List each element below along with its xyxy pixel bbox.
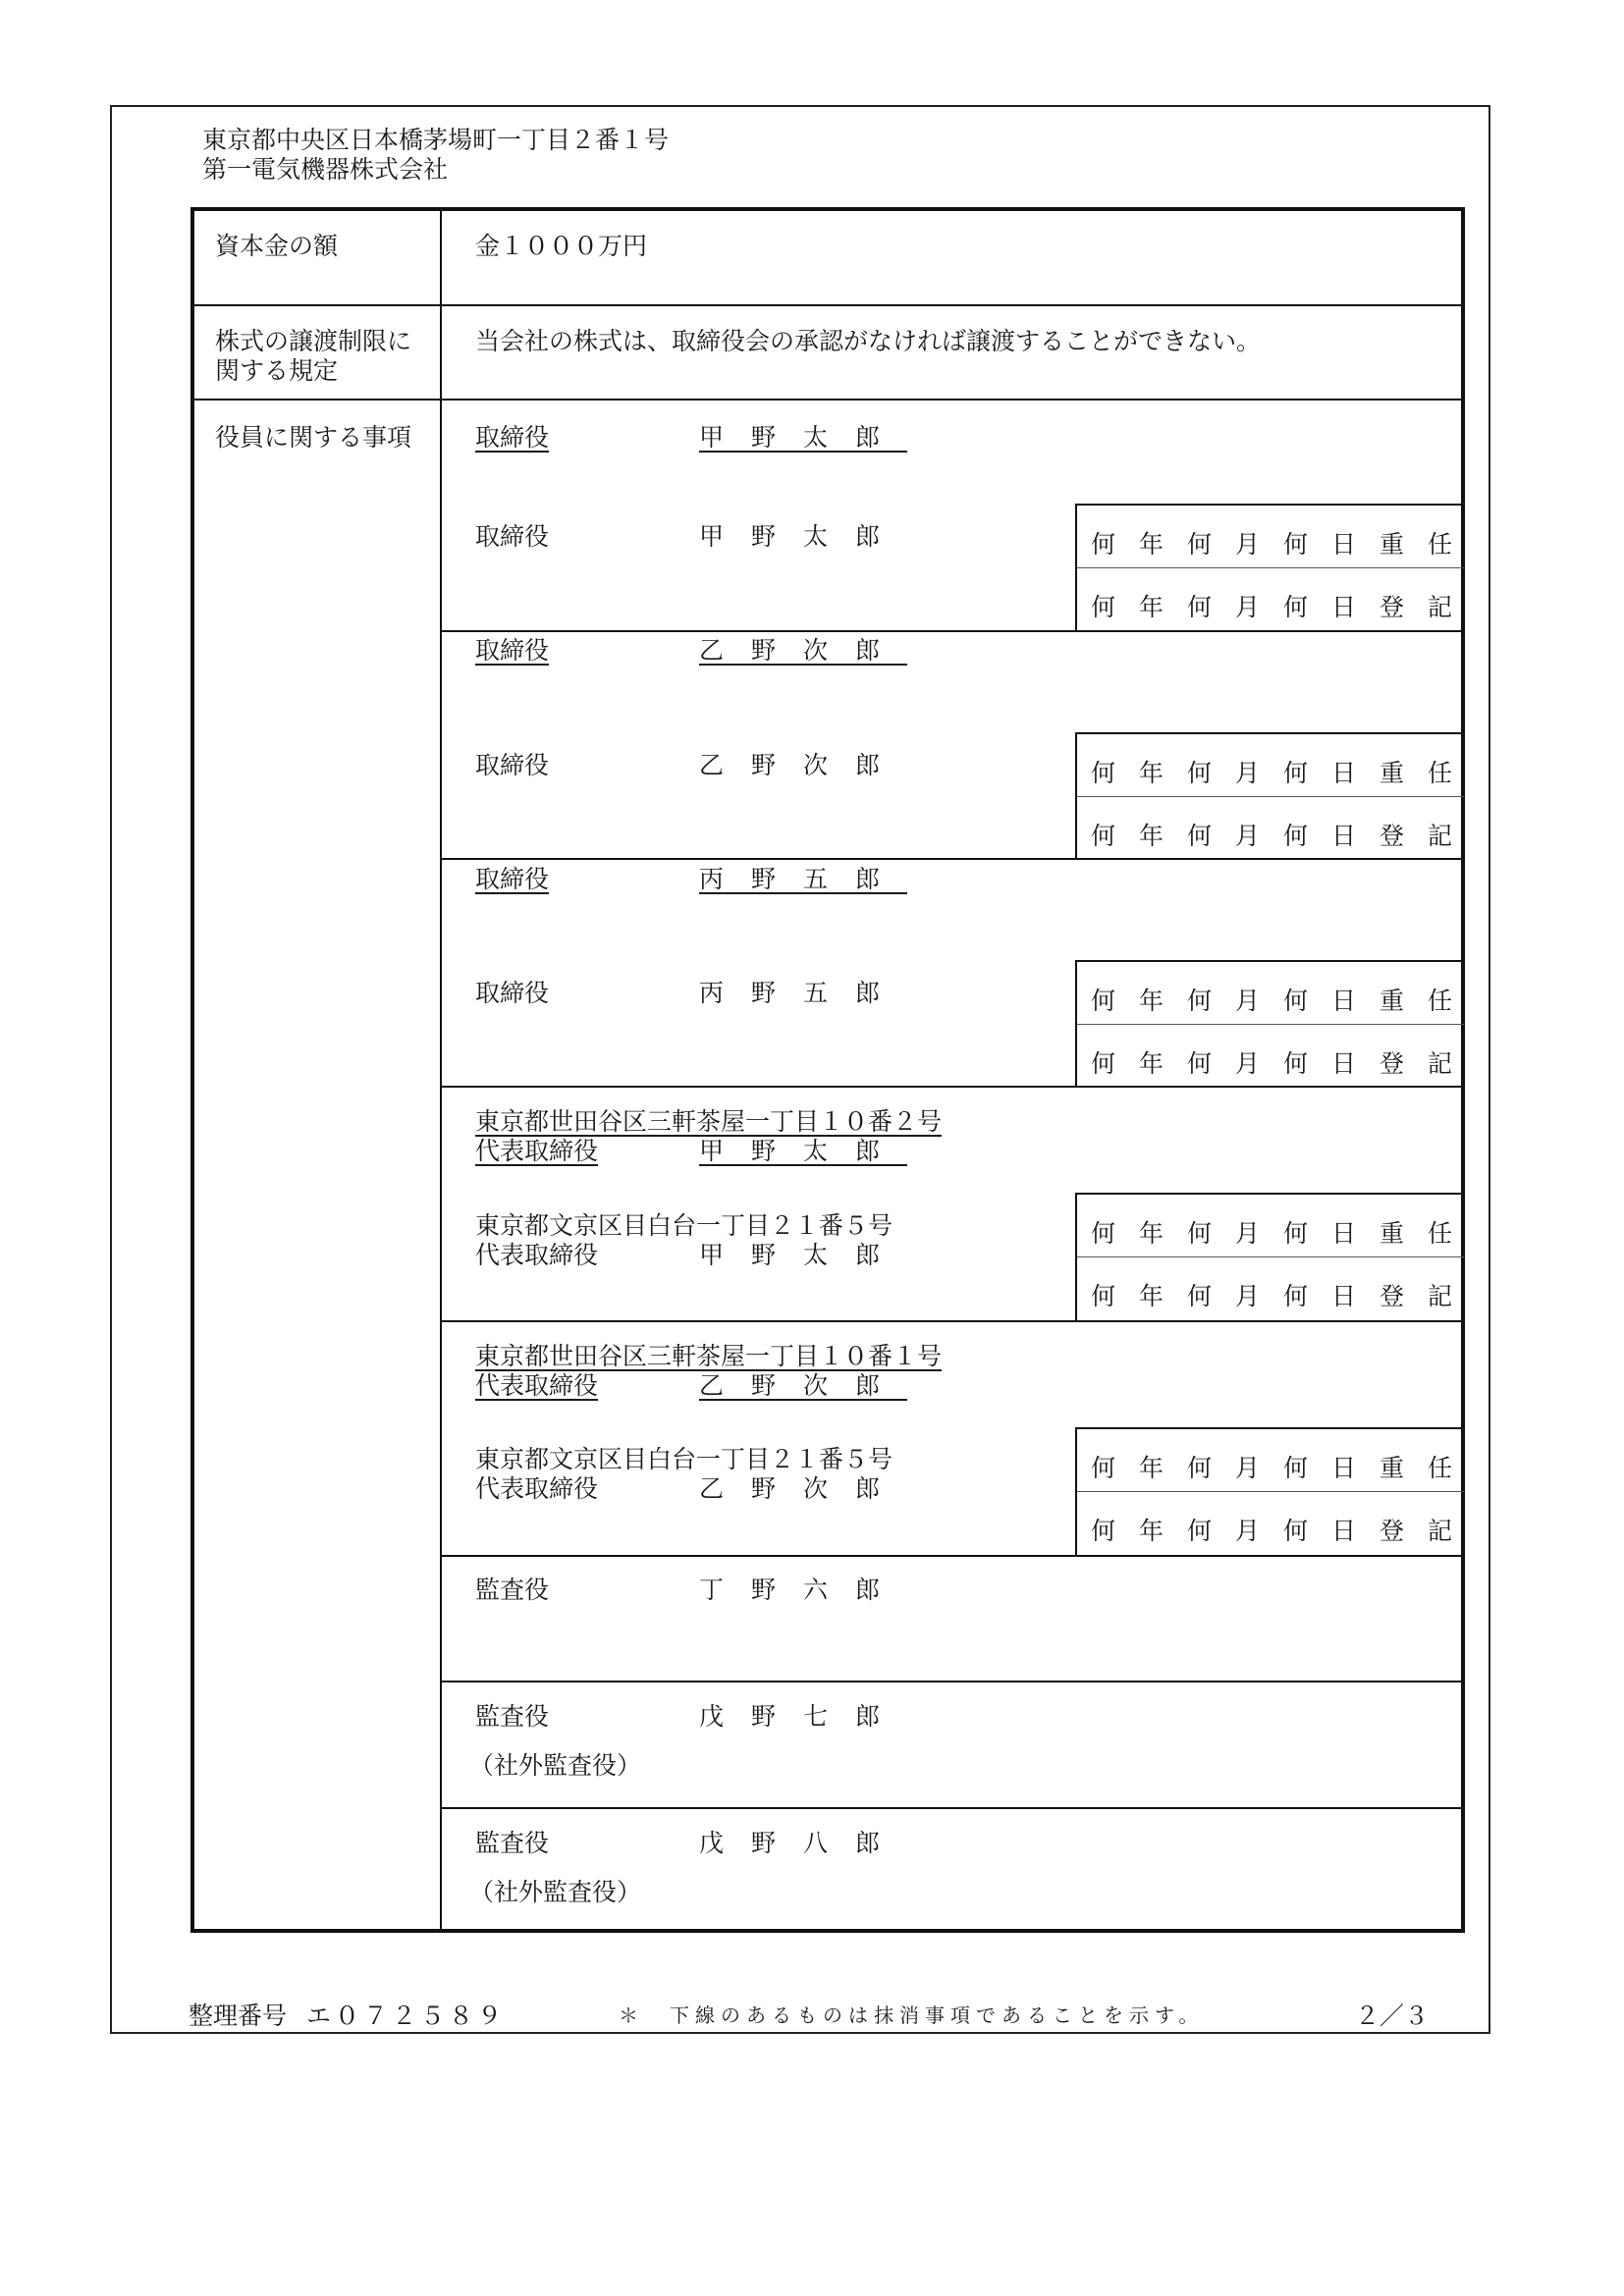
rep-1-old-title: 代表取締役 xyxy=(475,1137,599,1165)
director-1-old-name: 甲野太郎 xyxy=(699,423,908,452)
registered-date: 何年何月何日登記 xyxy=(1091,1517,1477,1545)
reference-label: 整理番号 xyxy=(189,2002,288,2030)
reappointed-date: 何年何月何日重任 xyxy=(1091,1454,1477,1482)
transfer-label-line1: 株式の譲渡制限に xyxy=(215,327,412,355)
rep-1-old-name: 甲野太郎 xyxy=(699,1137,908,1165)
registration-box xyxy=(1075,960,1477,1088)
rep-1-new-title: 代表取締役 xyxy=(475,1241,599,1269)
reappointed-date: 何年何月何日重任 xyxy=(1091,759,1477,787)
director-1-new-title: 取締役 xyxy=(475,522,550,551)
registered-date: 何年何月何日登記 xyxy=(1091,1049,1477,1078)
capital-label: 資本金の額 xyxy=(215,232,339,260)
auditor-3-name: 戊野八郎 xyxy=(699,1829,908,1857)
reappointed-date: 何年何月何日重任 xyxy=(1091,530,1477,559)
rep-2-new-title: 代表取締役 xyxy=(475,1474,599,1503)
reappointed-date: 何年何月何日重任 xyxy=(1091,1219,1477,1248)
column-divider xyxy=(440,209,442,1931)
transfer-label-line2: 関する規定 xyxy=(215,356,339,385)
row-divider xyxy=(192,399,1463,400)
registered-date: 何年何月何日登記 xyxy=(1091,593,1477,621)
registration-box xyxy=(1075,504,1477,631)
director-2-new-title: 取締役 xyxy=(475,751,550,779)
footer-note: ＊ 下線のあるものは抹消事項であることを示す。 xyxy=(619,2003,1205,2027)
director-2-new-name: 乙野次郎 xyxy=(699,751,908,779)
registered-date: 何年何月何日登記 xyxy=(1091,1282,1477,1310)
officers-label: 役員に関する事項 xyxy=(215,423,412,452)
auditor-1-title: 監査役 xyxy=(475,1575,550,1604)
auditor-1-name: 丁野六郎 xyxy=(699,1575,908,1604)
director-2-old-title: 取締役 xyxy=(475,636,550,665)
registration-box xyxy=(1075,732,1477,860)
rep-1-new-address: 東京都文京区目白台一丁目２１番５号 xyxy=(475,1211,893,1240)
rep-2-new-address: 東京都文京区目白台一丁目２１番５号 xyxy=(475,1445,893,1473)
reference-number: エ０７２５８９ xyxy=(306,2002,507,2030)
registration-box xyxy=(1075,1193,1477,1320)
row-divider xyxy=(440,1320,1463,1322)
rep-2-old-address: 東京都世田谷区三軒茶屋一丁目１０番１号 xyxy=(475,1342,943,1370)
transfer-value: 当会社の株式は、取締役会の承認がなければ譲渡することができない。 xyxy=(475,327,1262,355)
rep-2-old-title: 代表取締役 xyxy=(475,1371,599,1400)
row-divider xyxy=(192,304,1463,306)
director-1-old-title: 取締役 xyxy=(475,423,550,452)
auditor-3-note: （社外監査役） xyxy=(469,1878,642,1906)
auditor-2-title: 監査役 xyxy=(475,1702,550,1731)
director-3-old-name: 丙野五郎 xyxy=(699,865,908,893)
company-address: 東京都中央区日本橋茅場町一丁目２番１号 xyxy=(202,126,670,154)
page-number: ２／３ xyxy=(1355,2002,1430,2030)
rep-1-old-address: 東京都世田谷区三軒茶屋一丁目１０番２号 xyxy=(475,1107,943,1136)
row-divider xyxy=(440,1681,1463,1682)
director-3-new-title: 取締役 xyxy=(475,979,550,1007)
reappointed-date: 何年何月何日重任 xyxy=(1091,987,1477,1015)
row-divider xyxy=(440,1555,1463,1557)
rep-1-new-name: 甲野太郎 xyxy=(699,1241,908,1269)
director-3-old-title: 取締役 xyxy=(475,865,550,893)
registered-date: 何年何月何日登記 xyxy=(1091,822,1477,850)
auditor-2-name: 戊野七郎 xyxy=(699,1702,908,1731)
row-divider xyxy=(440,1807,1463,1809)
company-name: 第一電気機器株式会社 xyxy=(202,155,449,184)
director-2-old-name: 乙野次郎 xyxy=(699,636,908,665)
capital-value: 金１０００万円 xyxy=(475,232,648,260)
auditor-2-note: （社外監査役） xyxy=(469,1751,642,1780)
registration-box xyxy=(1075,1427,1477,1555)
director-1-new-name: 甲野太郎 xyxy=(699,522,908,551)
rep-2-old-name: 乙野次郎 xyxy=(699,1371,908,1400)
rep-2-new-name: 乙野次郎 xyxy=(699,1474,908,1503)
director-3-new-name: 丙野五郎 xyxy=(699,979,908,1007)
auditor-3-title: 監査役 xyxy=(475,1829,550,1857)
